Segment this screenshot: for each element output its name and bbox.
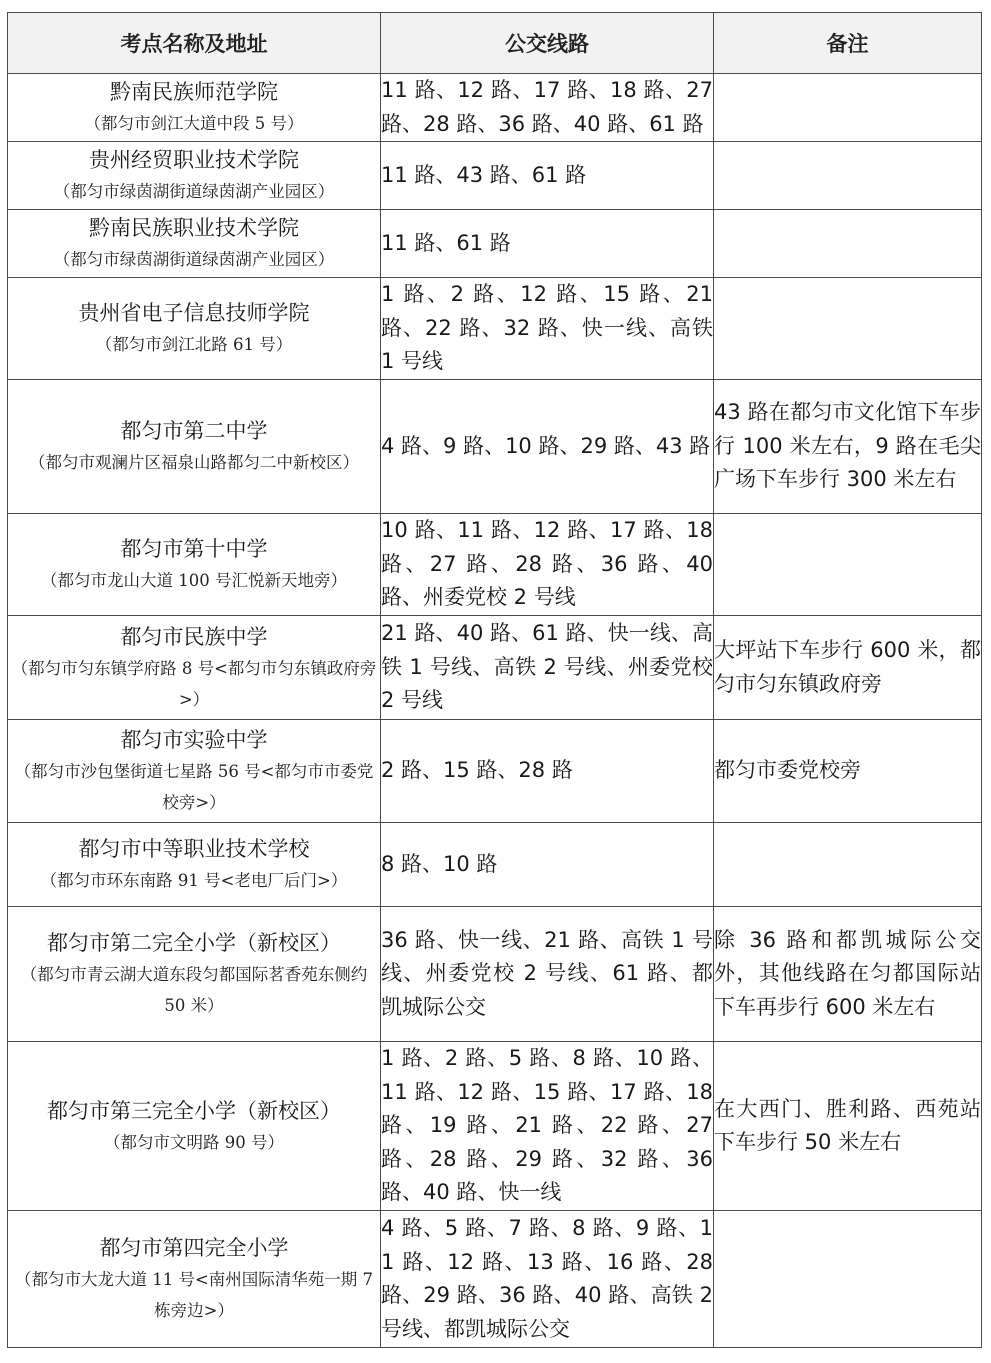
exam-site-bus-table: [7, 12, 982, 1348]
table-row: [8, 616, 982, 720]
routes-cell: 11 路、12 路、17 路、18 路、27 路、28 路、36 路、40 路、61 路: [381, 74, 714, 142]
routes-cell: 2 路、15 路、28 路: [381, 720, 714, 823]
header-site: 考点名称及地址: [8, 13, 381, 74]
site-cell: [8, 1042, 381, 1211]
table-row: [8, 74, 982, 142]
site-name: 都匀市第二完全小学（新校区）: [47, 931, 341, 955]
site-name: 黔南民族师范学院: [110, 80, 278, 104]
site-address: （都匀市沙包堡街道七星路 56 号<都匀市市委党校旁>）: [14, 762, 374, 812]
site-name: 都匀市第四完全小学: [99, 1236, 289, 1260]
header-notes: 备注: [714, 13, 982, 74]
site-cell: [8, 142, 381, 210]
site-cell: [8, 380, 381, 514]
site-address: （都匀市剑江大道中段 5 号）: [84, 114, 304, 133]
site-cell: [8, 907, 381, 1042]
routes-cell: 4 路、5 路、7 路、8 路、9 路、11 路、12 路、13 路、16 路、28 路、29 路、36 路、40 路、高铁 2 号线、都凯城际公交: [381, 1211, 714, 1348]
site-name: 都匀市中等职业技术学校: [78, 837, 310, 861]
site-name: 都匀市实验中学: [120, 728, 268, 752]
notes-cell: 除 36 路和都凯城际公交外，其他线路在匀都国际站下车再步行 600 米左右: [714, 907, 982, 1042]
routes-cell: 11 路、61 路: [381, 210, 714, 278]
table-row: [8, 514, 982, 616]
table-row: [8, 210, 982, 278]
site-address: （都匀市剑江北路 61 号）: [95, 335, 293, 354]
site-name: 贵州省电子信息技师学院: [78, 301, 310, 325]
site-cell: [8, 616, 381, 720]
site-name: 都匀市第三完全小学（新校区）: [47, 1098, 341, 1123]
table-row: [8, 380, 982, 514]
header-row: [8, 13, 982, 74]
site-address: （都匀市绿茵湖街道绿茵湖产业园区）: [53, 250, 335, 269]
table-row: [8, 1211, 982, 1348]
notes-cell: [714, 278, 982, 380]
site-cell: [8, 278, 381, 380]
site-name: 黔南民族职业技术学院: [89, 216, 299, 240]
table-row: [8, 278, 982, 380]
routes-cell: 8 路、10 路: [381, 823, 714, 907]
site-name: 都匀市第二中学: [120, 419, 268, 443]
site-cell: [8, 210, 381, 278]
site-address: （都匀市观澜片区福泉山路都匀二中新校区）: [29, 453, 359, 472]
table-row: [8, 1042, 982, 1211]
table-row: [8, 907, 982, 1042]
site-cell: [8, 720, 381, 823]
notes-cell: 43 路在都匀市文化馆下车步行 100 米左右，9 路在毛尖广场下车步行 300 米左右: [714, 380, 982, 514]
routes-cell: 21 路、40 路、61 路、快一线、高铁 1 号线、高铁 2 号线、州委党校 2 号线: [381, 616, 714, 720]
site-cell: [8, 823, 381, 907]
routes-cell: 10 路、11 路、12 路、17 路、18 路、27 路、28 路、36 路、40 路、州委党校 2 号线: [381, 514, 714, 616]
site-address: （都匀市匀东镇学府路 8 号<都匀市匀东镇政府旁>）: [11, 658, 377, 709]
table-row: [8, 823, 982, 907]
routes-cell: 4 路、9 路、10 路、29 路、43 路: [381, 380, 714, 514]
site-address: （都匀市绿茵湖街道绿茵湖产业园区）: [53, 182, 335, 201]
routes-cell: 1 路、2 路、12 路、15 路、21 路、22 路、32 路、快一线、高铁 1 号线: [381, 278, 714, 380]
notes-cell: [714, 823, 982, 907]
notes-cell: [714, 210, 982, 278]
site-address: （都匀市文明路 90 号）: [104, 1132, 284, 1152]
header-routes: 公交线路: [381, 13, 714, 74]
site-name: 都匀市第十中学: [120, 537, 268, 561]
site-cell: [8, 1211, 381, 1348]
notes-cell: 都匀市委党校旁: [714, 720, 982, 823]
routes-cell: 11 路、43 路、61 路: [381, 142, 714, 210]
notes-cell: [714, 514, 982, 616]
site-address: （都匀市青云湖大道东段匀都国际茗香苑东侧约 50 米）: [20, 965, 368, 1015]
site-name: 都匀市民族中学: [120, 624, 268, 649]
notes-cell: 大坪站下车步行 600 米，都匀市匀东镇政府旁: [714, 616, 982, 720]
site-address: （都匀市龙山大道 100 号汇悦新天地旁）: [41, 571, 347, 590]
routes-cell: 36 路、快一线、21 路、高铁 1 号线、州委党校 2 号线、61 路、都凯城际公交: [381, 907, 714, 1042]
site-cell: [8, 514, 381, 616]
notes-cell: [714, 74, 982, 142]
table-row: [8, 720, 982, 823]
notes-cell: [714, 142, 982, 210]
routes-cell: 1 路、2 路、5 路、8 路、10 路、11 路、12 路、15 路、17 路、18 路、19 路、21 路、22 路、27 路、28 路、29 路、32 路、36 路、40 路、快一线: [381, 1042, 714, 1211]
site-address: （都匀市大龙大道 11 号<南州国际清华苑一期 7 栋旁边>）: [14, 1270, 374, 1320]
site-cell: [8, 74, 381, 142]
site-name: 贵州经贸职业技术学院: [89, 148, 299, 172]
notes-cell: 在大西门、胜利路、西苑站下车步行 50 米左右: [714, 1042, 982, 1211]
table-row: [8, 142, 982, 210]
site-address: （都匀市环东南路 91 号<老电厂后门>）: [40, 871, 348, 890]
notes-cell: [714, 1211, 982, 1348]
